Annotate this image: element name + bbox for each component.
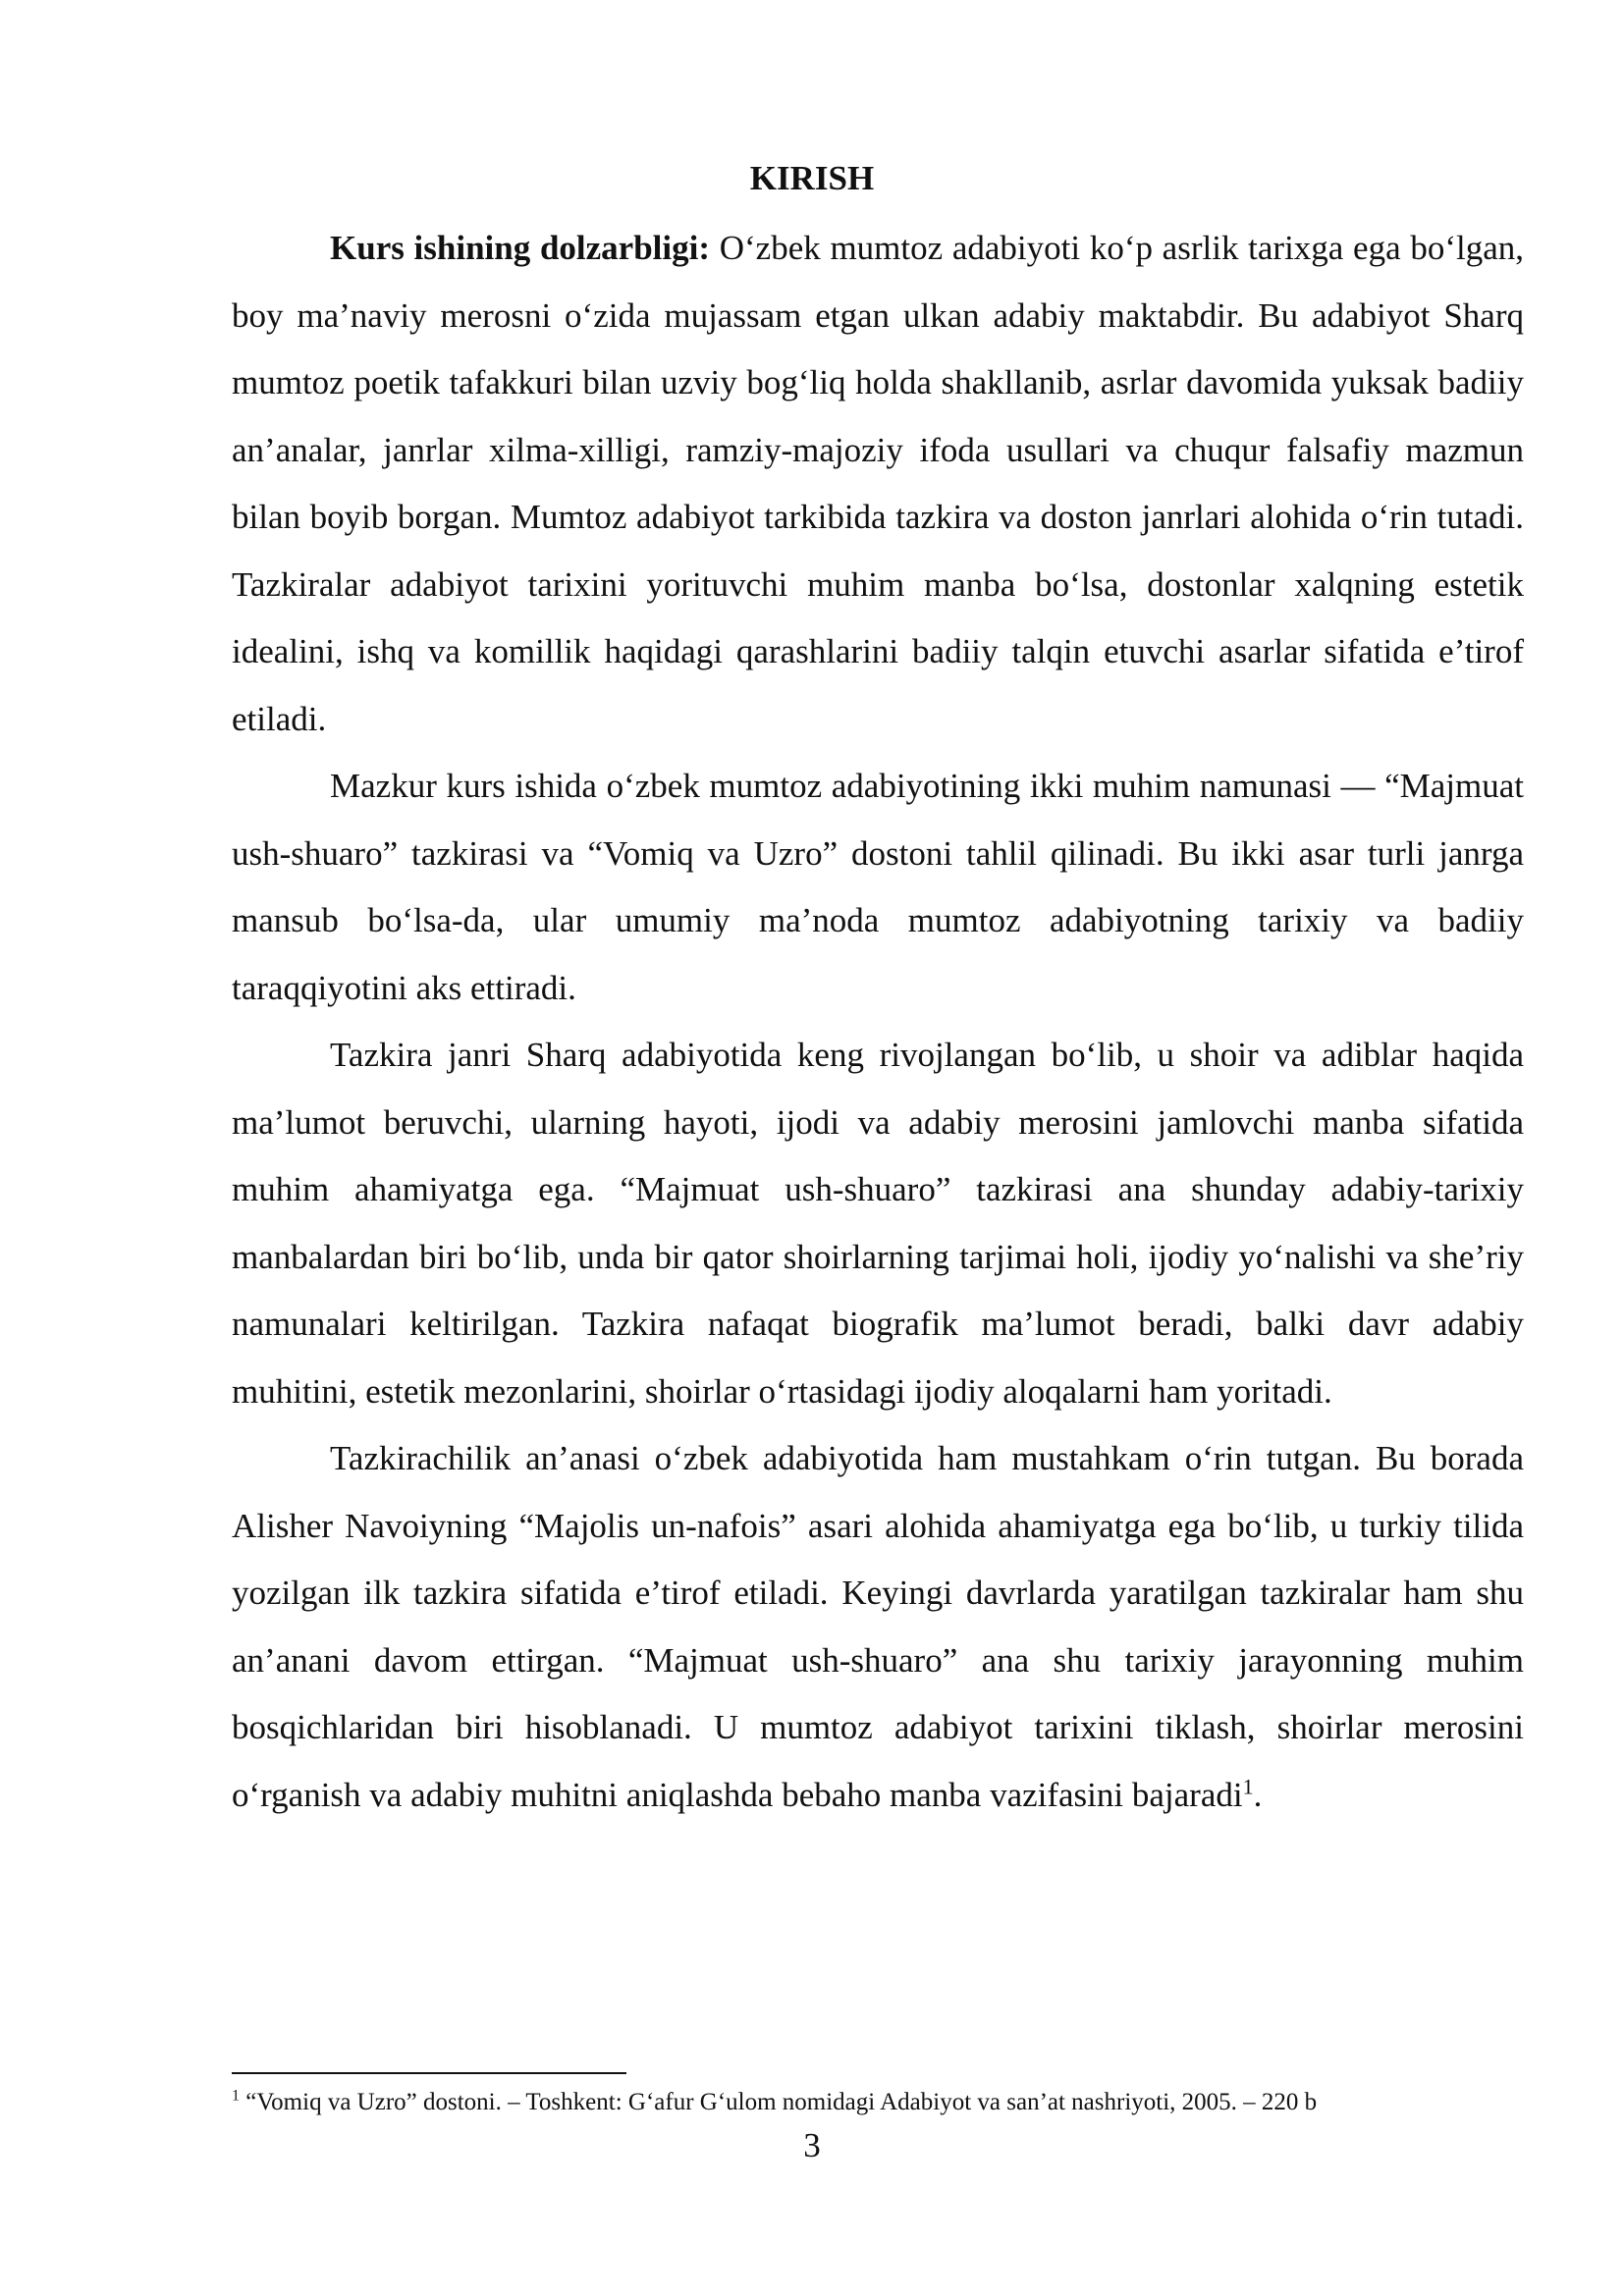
paragraph-text: Tazkirachilik an’anasi o‘zbek adabiyotida ham mustahkam o‘rin tutgan. Bu borada Alisher Navoiyning “Majolis un-nafois” asari alohida ahamiyatga ega bo‘lib, u turkiy tilida yozilgan ilk tazkira sifatida e’tirof etiladi. Keyingi davrlarda yaratilgan tazkiralar ham shu an’anani davom ettirgan. “Majmuat ush-shuaro” ana shu tarixiy jarayonning muhim bosqichlaridan biri hisoblanadi. U mumtoz adabiyot tarixini tiklash, shoirlar merosini o‘rganish va adabiy muhitni aniqlashda bebaho manba vazifasini bajaradi	[232, 1439, 1524, 1814]
page-number: 3	[803, 2126, 821, 2164]
footnote	[232, 2087, 1528, 2118]
footnote-marker: 1	[232, 2087, 240, 2105]
page-title: KIRISH	[749, 159, 875, 197]
paragraph-tazkira-genre: Tazkira janri Sharq adabiyotida keng rivojlangan bo‘lib, u shoir va adiblar haqida ma’lumot beruvchi, ularning hayoti, ijodi va adabiy merosini jamlovchi manba sifatida muhim ahamiyatga ega. “Majmuat ush-shuaro” tazkirasi ana shunday adabiy-tarixiy manbalardan biri bo‘lib, unda bir qator shoirlarning tarjimai holi, ijodiy yo‘nalishi va she’riy namunalari keltirilgan. Tazkira nafaqat biografik ma’lumot beradi, balki davr adabiy muhitini, estetik mezonlarini, shoirlar o‘rtasidagi ijodiy aloqalarni ham yoritadi.	[232, 1036, 1524, 1411]
paragraph-tradition	[232, 1425, 1524, 1829]
footnote-text: “Vomiq va Uzro” dostoni. – Toshkent: G‘afur G‘ulom nomidagi Adabiyot va san’at nashriyoti, 2005. – 220 b	[240, 2089, 1318, 2115]
paragraph-end: .	[1253, 1775, 1263, 1814]
footnote-divider	[232, 2072, 626, 2074]
paragraph-relevance	[232, 215, 1524, 753]
paragraph-text: O‘zbek mumtoz adabiyoti ko‘p asrlik tarixga ega bo‘lgan, boy ma’naviy merosni o‘zida mujassam etgan ulkan adabiy maktabdir. Bu adabiyot Sharq mumtoz poetik tafakkuri bilan uzviy bog‘liq holda shakllanib, asrlar davomida yuksak badiiy an’analar, janrlar xilma-xilligi, ramziy-majoziy ifoda usullari va chuqur falsafiy mazmun bilan boyib borgan. Mumtoz adabiyot tarkibida tazkira va doston janrlari alohida o‘rin tutadi. Tazkiralar adabiyot tarixini yorituvchi muhim manba bo‘lsa, dostonlar xalqning estetik idealini, ishq va komillik haqidagi qarashlarini badiiy talqin etuvchi asarlar sifatida e’tirof etiladi.	[232, 229, 1524, 738]
body-text	[232, 215, 1524, 1829]
footnote-reference[interactable]: 1	[1242, 1773, 1254, 1798]
paragraph-lead: Kurs ishining dolzarbligi:	[330, 229, 711, 267]
paragraph-works: Mazkur kurs ishida o‘zbek mumtoz adabiyotining ikki muhim namunasi — “Majmuat ush-shuaro” tazkirasi va “Vomiq va Uzro” dostoni tahlil qilinadi. Bu ikki asar turli janrga mansub bo‘lsa-da, ular umumiy ma’noda mumtoz adabiyotning tarixiy va badiiy taraqqiyotini aks ettiradi.	[232, 767, 1524, 1007]
